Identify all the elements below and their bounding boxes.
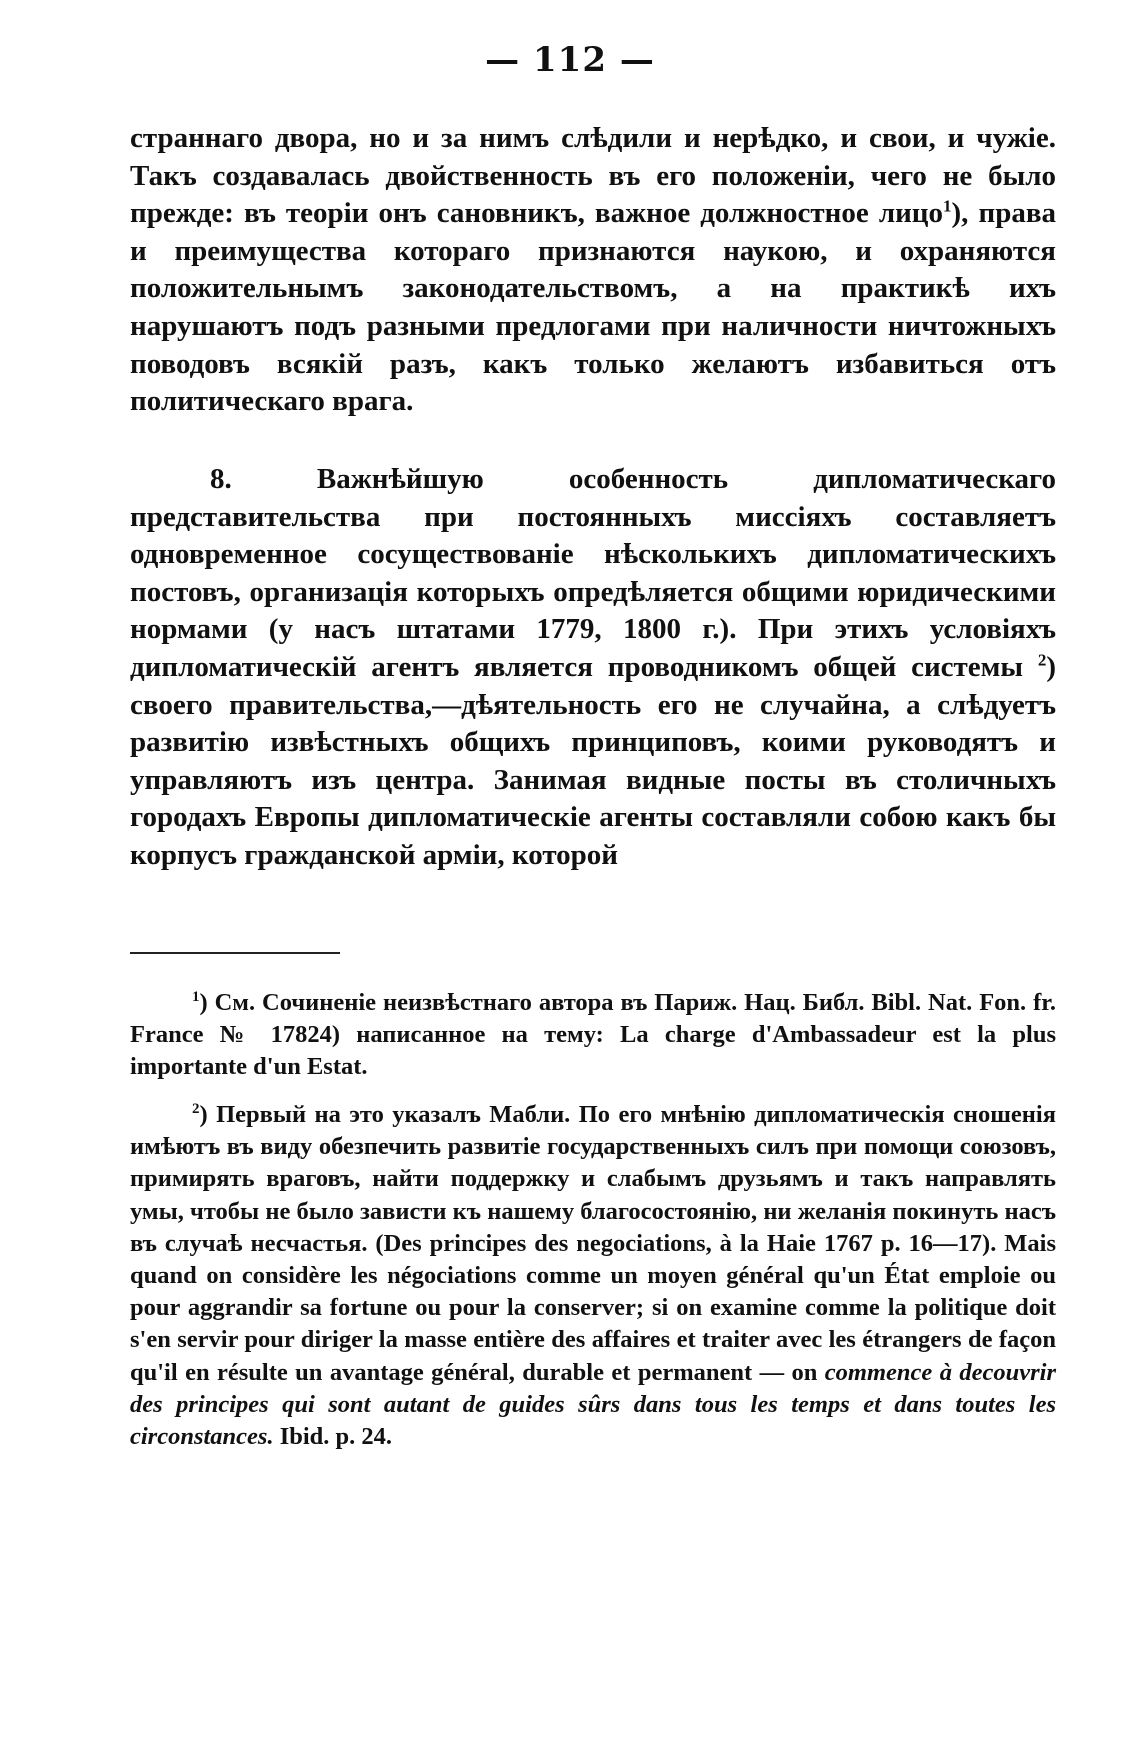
paragraph-1-text-a: страннаго двора, но и за нимъ слѣдили и нерѣдко, и свои, и чужіе. Такъ создавалась двойственность въ его положеніи, чего не было прежде: въ теоріи онъ сановникъ, важное должностное лицо: [130, 122, 1056, 230]
body-paragraph-2: [130, 461, 1056, 875]
paragraph-2-text-b: ) своего правительства,—дѣятельность его не случайна, а слѣдуетъ развитію извѣстныхъ общихъ принциповъ, коими руководятъ и управляютъ изъ центра. Занимая видные посты въ столичныхъ городахъ Европы дипломатическіе агенты составляли собою какъ бы корпусъ гражданской арміи, которой: [130, 650, 1057, 871]
footnote-2-marker: 2: [192, 1100, 200, 1117]
footnote-1-text: ) См. Сочиненіе неизвѣстнаго автора въ Париж. Нац. Библ. Bibl. Nat. Fon. fr. France № 17824) написанное на тему: La charge d'Ambassadeur est la plus importante d'un Estat.: [130, 989, 1056, 1081]
paragraph-2-text-a: Важнѣйшую особенность дипломатическаго представительства при постоянныхъ миссіяхъ составляетъ одновременное сосуществованіе нѣсколькихъ дипломатическихъ постовъ, организація которыхъ опредѣляется общими юридическими нормами (у насъ штатами 1779, 1800 г.). При этихъ условіяхъ дипломатическій агентъ является проводникомъ общей системы: [130, 463, 1056, 683]
paragraph-1-text-b: ), права и преимущества котораго признаются наукою, и охраняются положительнымъ законодательствомъ, а на практикѣ ихъ нарушаютъ подъ разными предлогами при наличности ничтожныхъ поводовъ всякій разъ, какъ только желаютъ избавиться отъ политическаго врага.: [130, 197, 1056, 418]
footnote-ref-1[interactable]: 1: [943, 196, 952, 216]
section-number: 8.: [210, 463, 232, 495]
footnote-2-citation: Ibid. p. 24.: [273, 1423, 393, 1451]
footnote-divider: [130, 952, 340, 954]
footnote-2-text: ) Первый на это указалъ Мабли. По его мнѣнію дипломатическія сношенія имѣютъ въ виду обезпечить развитіе государственныхъ силъ при помощи союзовъ, примирять враговъ, найти поддержку и слабымъ друзьямъ и такъ направлять умы, чтобы не было зависти къ нашему благосостоянію, ни желанія покинуть насъ въ случаѣ несчастья. (Des principes des negociations, à la Haie 1767 p. 16—17). Mais quand on considère les négociations comme un moyen général qu'un État emploie ou pour aggrandir sa fortune ou pour la conserver; si on examine comme la politique doit s'en servir pour diriger la masse entière des affaires et traiter avec les étrangers de façon qu'il en résulte un avantage général, durable et permanent — on: [130, 1101, 1056, 1386]
footnote-1: [130, 987, 1056, 1084]
footnote-1-marker: 1: [192, 988, 200, 1005]
footnote-ref-2[interactable]: 2: [1037, 650, 1047, 670]
footnote-2-italic-quote: commence à decouvrir des principes qui sont autant de guides sûrs dans tous les temps et dans toutes les circonstances.: [130, 1358, 1056, 1451]
body-paragraph-1: [130, 120, 1056, 421]
footnote-2: [130, 1099, 1056, 1453]
page-number: — 112 —: [485, 40, 655, 80]
